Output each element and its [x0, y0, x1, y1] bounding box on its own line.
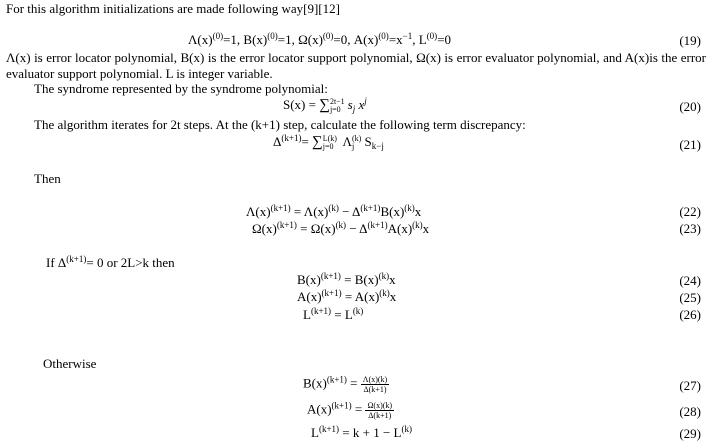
- equation-28: $A(x)^{(k+1)}$ = $\frac{\Omega(x)(k)}{\Delta(k+1)}$: [307, 400, 393, 420]
- equation-27: $B(x)^{(k+1)}$ = $\frac{\Lambda(x)(k)}{\Delta(k+1)}$: [303, 374, 388, 394]
- intro-line: For this algorithm initializations are made following way[9][12]: [6, 1, 340, 16]
- equation-number-29: (29): [679, 426, 701, 441]
- equation-number-27: (27): [679, 378, 701, 393]
- equation-23: $\Omega(x)^{(k+1)} = \Omega(x)^{(k)} - \Delta^{(k+1)}A(x)^{(k)}x$: [252, 220, 430, 236]
- equation-22: $\Lambda(x)^{(k+1)} = \Lambda(x)^{(k)} - \Delta^{(k+1)}B(x)^{(k)}x$: [246, 203, 422, 219]
- equation-number-26: (26): [679, 307, 701, 322]
- otherwise-label: Otherwise: [43, 356, 97, 371]
- then-label: Then: [34, 171, 61, 186]
- equation-number-19: (19): [679, 33, 701, 48]
- equation-26: $L^{(k+1)} = L^{(k)}$: [303, 306, 364, 322]
- equation-21: $\Delta^{(k+1)}=$ ∑ L(k) j=0 Λ (k) j $S_{k-j}$: [273, 133, 384, 152]
- equation-number-25: (25): [679, 290, 701, 305]
- equation-24: $B(x)^{(k+1)} = B(x)^{(k)}x$: [297, 271, 396, 287]
- definition-paragraph: Λ(x) is error locator polynomial, B(x) is the error locator support polynomial, Ω(x) is error evaluator polynomial, and A(x)is the error evaluator support polynomial. L is integer variable.: [6, 50, 706, 81]
- equation-number-24: (24): [679, 273, 701, 288]
- equation-number-22: (22): [679, 204, 701, 219]
- equation-29: $L^{(k+1)} = k + 1 - L^{(k)}$: [311, 424, 412, 440]
- equation-19: $\Lambda(x)^{(0)}=1$, $B(x)^{(0)}=1$, $\Omega(x)^{(0)}=0$, $A(x)^{(0)}=x^{-1}$, $L^{(0)}=0$: [188, 31, 452, 47]
- equation-20: S(x) = ∑ 2t−1 j=0 $s_j$ $x^j$: [283, 96, 367, 115]
- iteration-description: The algorithm iterates for 2t steps. At the (k+1) step, calculate the following term discrepancy:: [34, 117, 526, 132]
- syndrome-intro: The syndrome represented by the syndrome polynomial:: [34, 81, 328, 96]
- equation-number-21: (21): [679, 137, 701, 152]
- equation-25: $A(x)^{(k+1)} = A(x)^{(k)}x$: [297, 288, 397, 304]
- equation-number-23: (23): [679, 221, 701, 236]
- if-condition: If $\Delta^{(k+1)}= 0$ or 2L>k then: [46, 254, 175, 270]
- equation-number-28: (28): [679, 404, 701, 419]
- equation-number-20: (20): [679, 99, 701, 114]
